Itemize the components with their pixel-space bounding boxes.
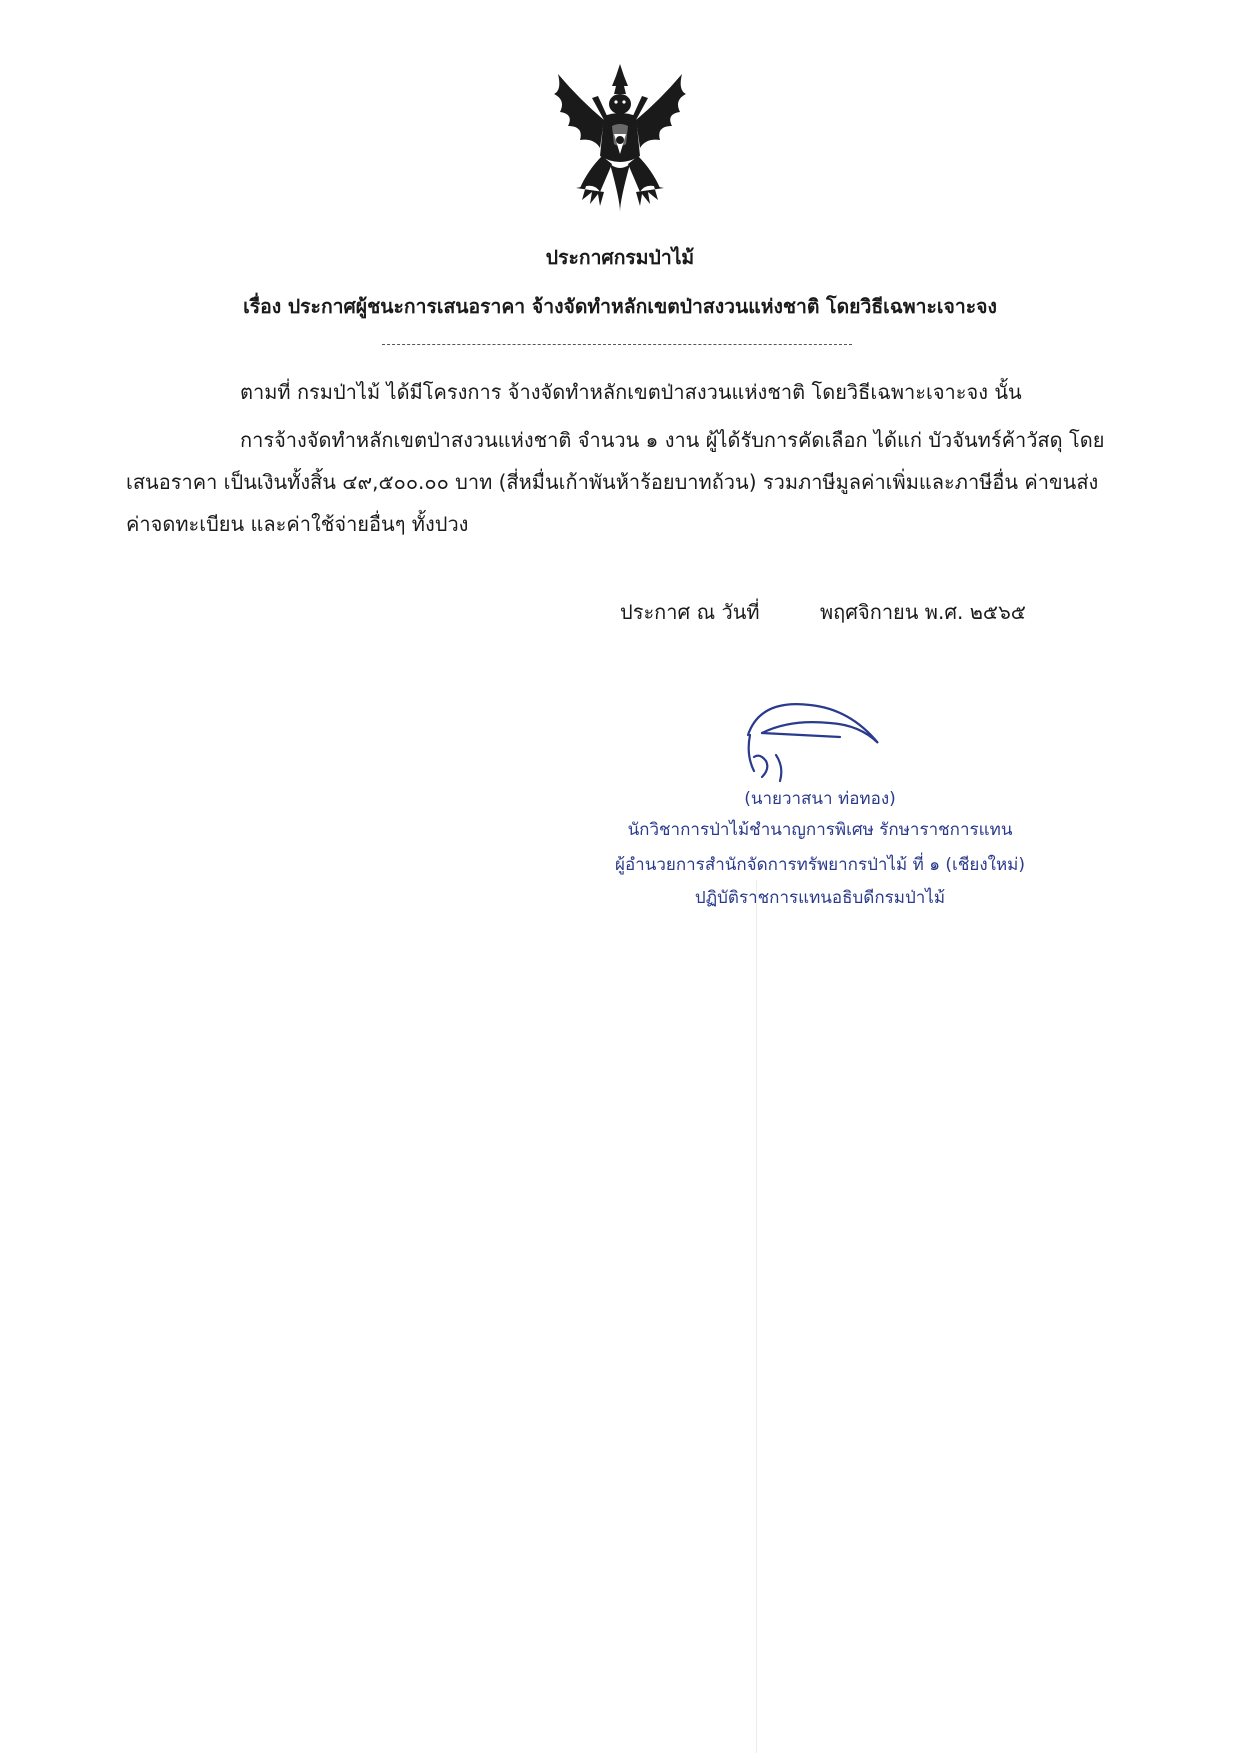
signatory-name: (นายวาสนา ท่อทอง) bbox=[744, 789, 896, 809]
body-paragraph-line: การจ้างจัดทำหลักเขตป่าสงวนแห่งชาติ จำนวน ๑ งาน ผู้ได้รับการคัดเลือก ได้แก่ บัวจันทร์ค้าวัสดุ โดย bbox=[240, 428, 1105, 452]
signatory-position: ปฏิบัติราชการแทนอธิบดีกรมป่าไม้ bbox=[694, 888, 946, 908]
body-paragraph-line: ค่าจดทะเบียน และค่าใช้จ่ายอื่นๆ ทั้งปวง bbox=[126, 512, 469, 536]
body-paragraph-line: เสนอราคา เป็นเงินทั้งสิ้น ๔๙,๕๐๐.๐๐ บาท (สี่หมื่นเก้าพันห้าร้อยบาทถ้วน) รวมภาษีมูลค่าเพิ่มและภาษีอื่น ค่าขนส่ง bbox=[126, 470, 1099, 494]
body-paragraph-line: ตามที่ กรมป่าไม้ ได้มีโครงการ จ้างจัดทำหลักเขตป่าสงวนแห่งชาติ โดยวิธีเฉพาะเจาะจง นั้น bbox=[240, 380, 1022, 404]
announcement-date-label: ประกาศ ณ วันที่ bbox=[620, 600, 760, 624]
handwritten-signature bbox=[740, 695, 890, 785]
announcement-date-value: พฤศจิกายน พ.ศ. ๒๕๖๕ bbox=[820, 600, 1026, 624]
document-title: ประกาศกรมป่าไม้ bbox=[545, 246, 695, 269]
signatory-position: ผู้อำนวยการสำนักจัดการทรัพยากรป่าไม้ ที่ ๑ (เชียงใหม่) bbox=[615, 855, 1025, 875]
garuda-emblem-icon bbox=[540, 60, 700, 220]
document-subject: เรื่อง ประกาศผู้ชนะการเสนอราคา จ้างจัดทำหลักเขตป่าสงวนแห่งชาติ โดยวิธีเฉพาะเจาะจง bbox=[243, 295, 997, 318]
paper-fold-line bbox=[756, 880, 757, 1753]
heading-divider bbox=[382, 344, 852, 345]
signatory-position: นักวิชาการป่าไม้ชำนาญการพิเศษ รักษาราชการแทน bbox=[627, 820, 1013, 840]
